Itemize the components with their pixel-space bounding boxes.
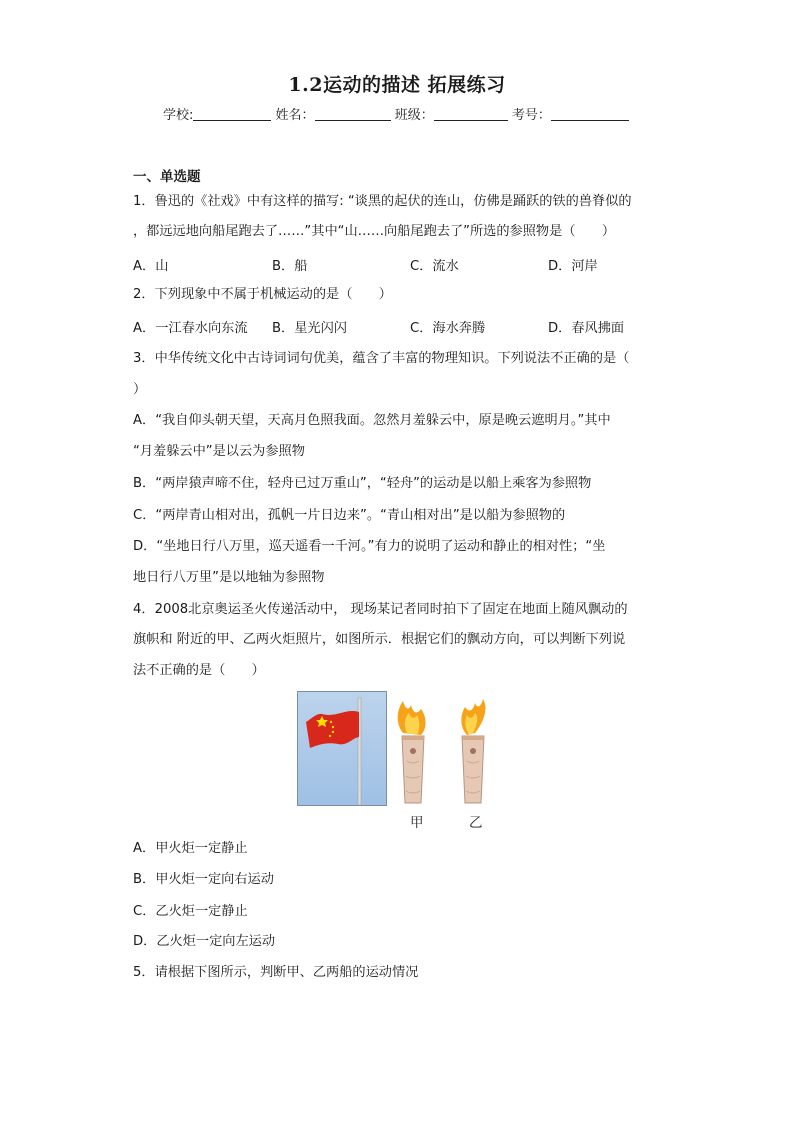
student-info-line xyxy=(163,104,629,123)
question-1-option-d[interactable]: D．河岸 xyxy=(548,259,598,274)
question-4-stem-line-2: 旗帜和 附近的甲、乙两火炬照片，如图所示．根据它们的飘动方向，可以判断下列说 xyxy=(133,632,626,647)
question-4-option-d[interactable]: D．乙火炬一定向左运动 xyxy=(133,934,276,949)
flag-photo xyxy=(297,691,387,806)
school-blank[interactable] xyxy=(193,106,271,121)
section-heading: 一、单选题 xyxy=(133,169,201,185)
page-title: 1.2运动的描述 拓展练习 xyxy=(288,74,506,96)
flag-icon xyxy=(298,692,386,805)
question-4-stem-line-1: 4．2008北京奥运圣火传递活动中， 现场某记者同时拍下了固定在地面上随风飘动的 xyxy=(133,602,628,617)
question-4-stem-line-3: 法不正确的是（ ） xyxy=(133,663,265,678)
question-1-option-c[interactable]: C．流水 xyxy=(410,259,459,274)
exam-number-label: 考号： xyxy=(511,108,551,123)
question-3-stem-line-1: 3．中华传统文化中古诗词词句优美，蕴含了丰富的物理知识。下列说法不正确的是（ xyxy=(133,351,630,366)
question-2-stem: 2．下列现象中不属于机械运动的是（ ） xyxy=(133,287,392,302)
name-blank[interactable] xyxy=(315,106,391,121)
question-3-option-c[interactable]: C．“两岸青山相对出，孤帆一片日边来”。“青山相对出”是以船为参照物的 xyxy=(133,508,566,523)
question-3-option-d-line-2[interactable]: 地日行八万里”是以地轴为参照物 xyxy=(133,570,325,585)
question-2-option-a[interactable]: A．一江春水向东流 xyxy=(133,321,248,336)
question-3-stem-line-2: ） xyxy=(133,382,147,397)
question-1-option-b[interactable]: B．船 xyxy=(272,259,308,274)
question-1-option-a[interactable]: A．山 xyxy=(133,259,169,274)
caption-yi: 乙 xyxy=(469,815,483,831)
school-label: 学校: xyxy=(163,108,194,123)
question-3-option-a-line-2[interactable]: “月羞躲云中”是以云为参照物 xyxy=(133,444,305,459)
question-1-stem-line-1: 1．鲁迅的《社戏》中有这样的描写: “谈黑的起伏的连山，仿佛是踊跃的铁的兽脊似的 xyxy=(133,194,632,209)
question-1-stem-line-2: ，都远远地向船尾跑去了……”其中“山……向船尾跑去了”所选的参照物是（ ） xyxy=(133,224,616,239)
name-label: 姓名： xyxy=(275,108,315,123)
question-2-option-b[interactable]: B．星光闪闪 xyxy=(272,321,347,336)
question-3-option-a-line-1[interactable]: A．“我自仰头朝天望，天高月色照我面。忽然月羞躲云中，原是晚云遮明月。”其中 xyxy=(133,413,611,428)
question-3-option-d-line-1[interactable]: D．“坐地日行八万里，巡天遥看一千河。”有力的说明了运动和静止的相对性；“坐 xyxy=(133,539,606,554)
caption-jia: 甲 xyxy=(410,815,424,831)
flag-and-torches-figure xyxy=(297,691,497,831)
question-4-option-b[interactable]: B．甲火炬一定向右运动 xyxy=(133,872,274,887)
question-4-option-c[interactable]: C．乙火炬一定静止 xyxy=(133,904,248,919)
exam-number-blank[interactable] xyxy=(551,106,629,121)
question-2-option-d[interactable]: D．春风拂面 xyxy=(548,321,625,336)
torch-yi-icon xyxy=(453,691,493,804)
class-label: 班级： xyxy=(394,108,434,123)
question-5-stem: 5．请根据下图所示，判断甲、乙两船的运动情况 xyxy=(133,965,419,980)
question-4-option-a[interactable]: A．甲火炬一定静止 xyxy=(133,841,248,856)
question-2-option-c[interactable]: C．海水奔腾 xyxy=(410,321,486,336)
class-blank[interactable] xyxy=(434,106,508,121)
torch-jia-icon xyxy=(393,691,433,804)
question-3-option-b[interactable]: B．“两岸猿声啼不住，轻舟已过万重山”，“轻舟”的运动是以船上乘客为参照物 xyxy=(133,476,592,491)
